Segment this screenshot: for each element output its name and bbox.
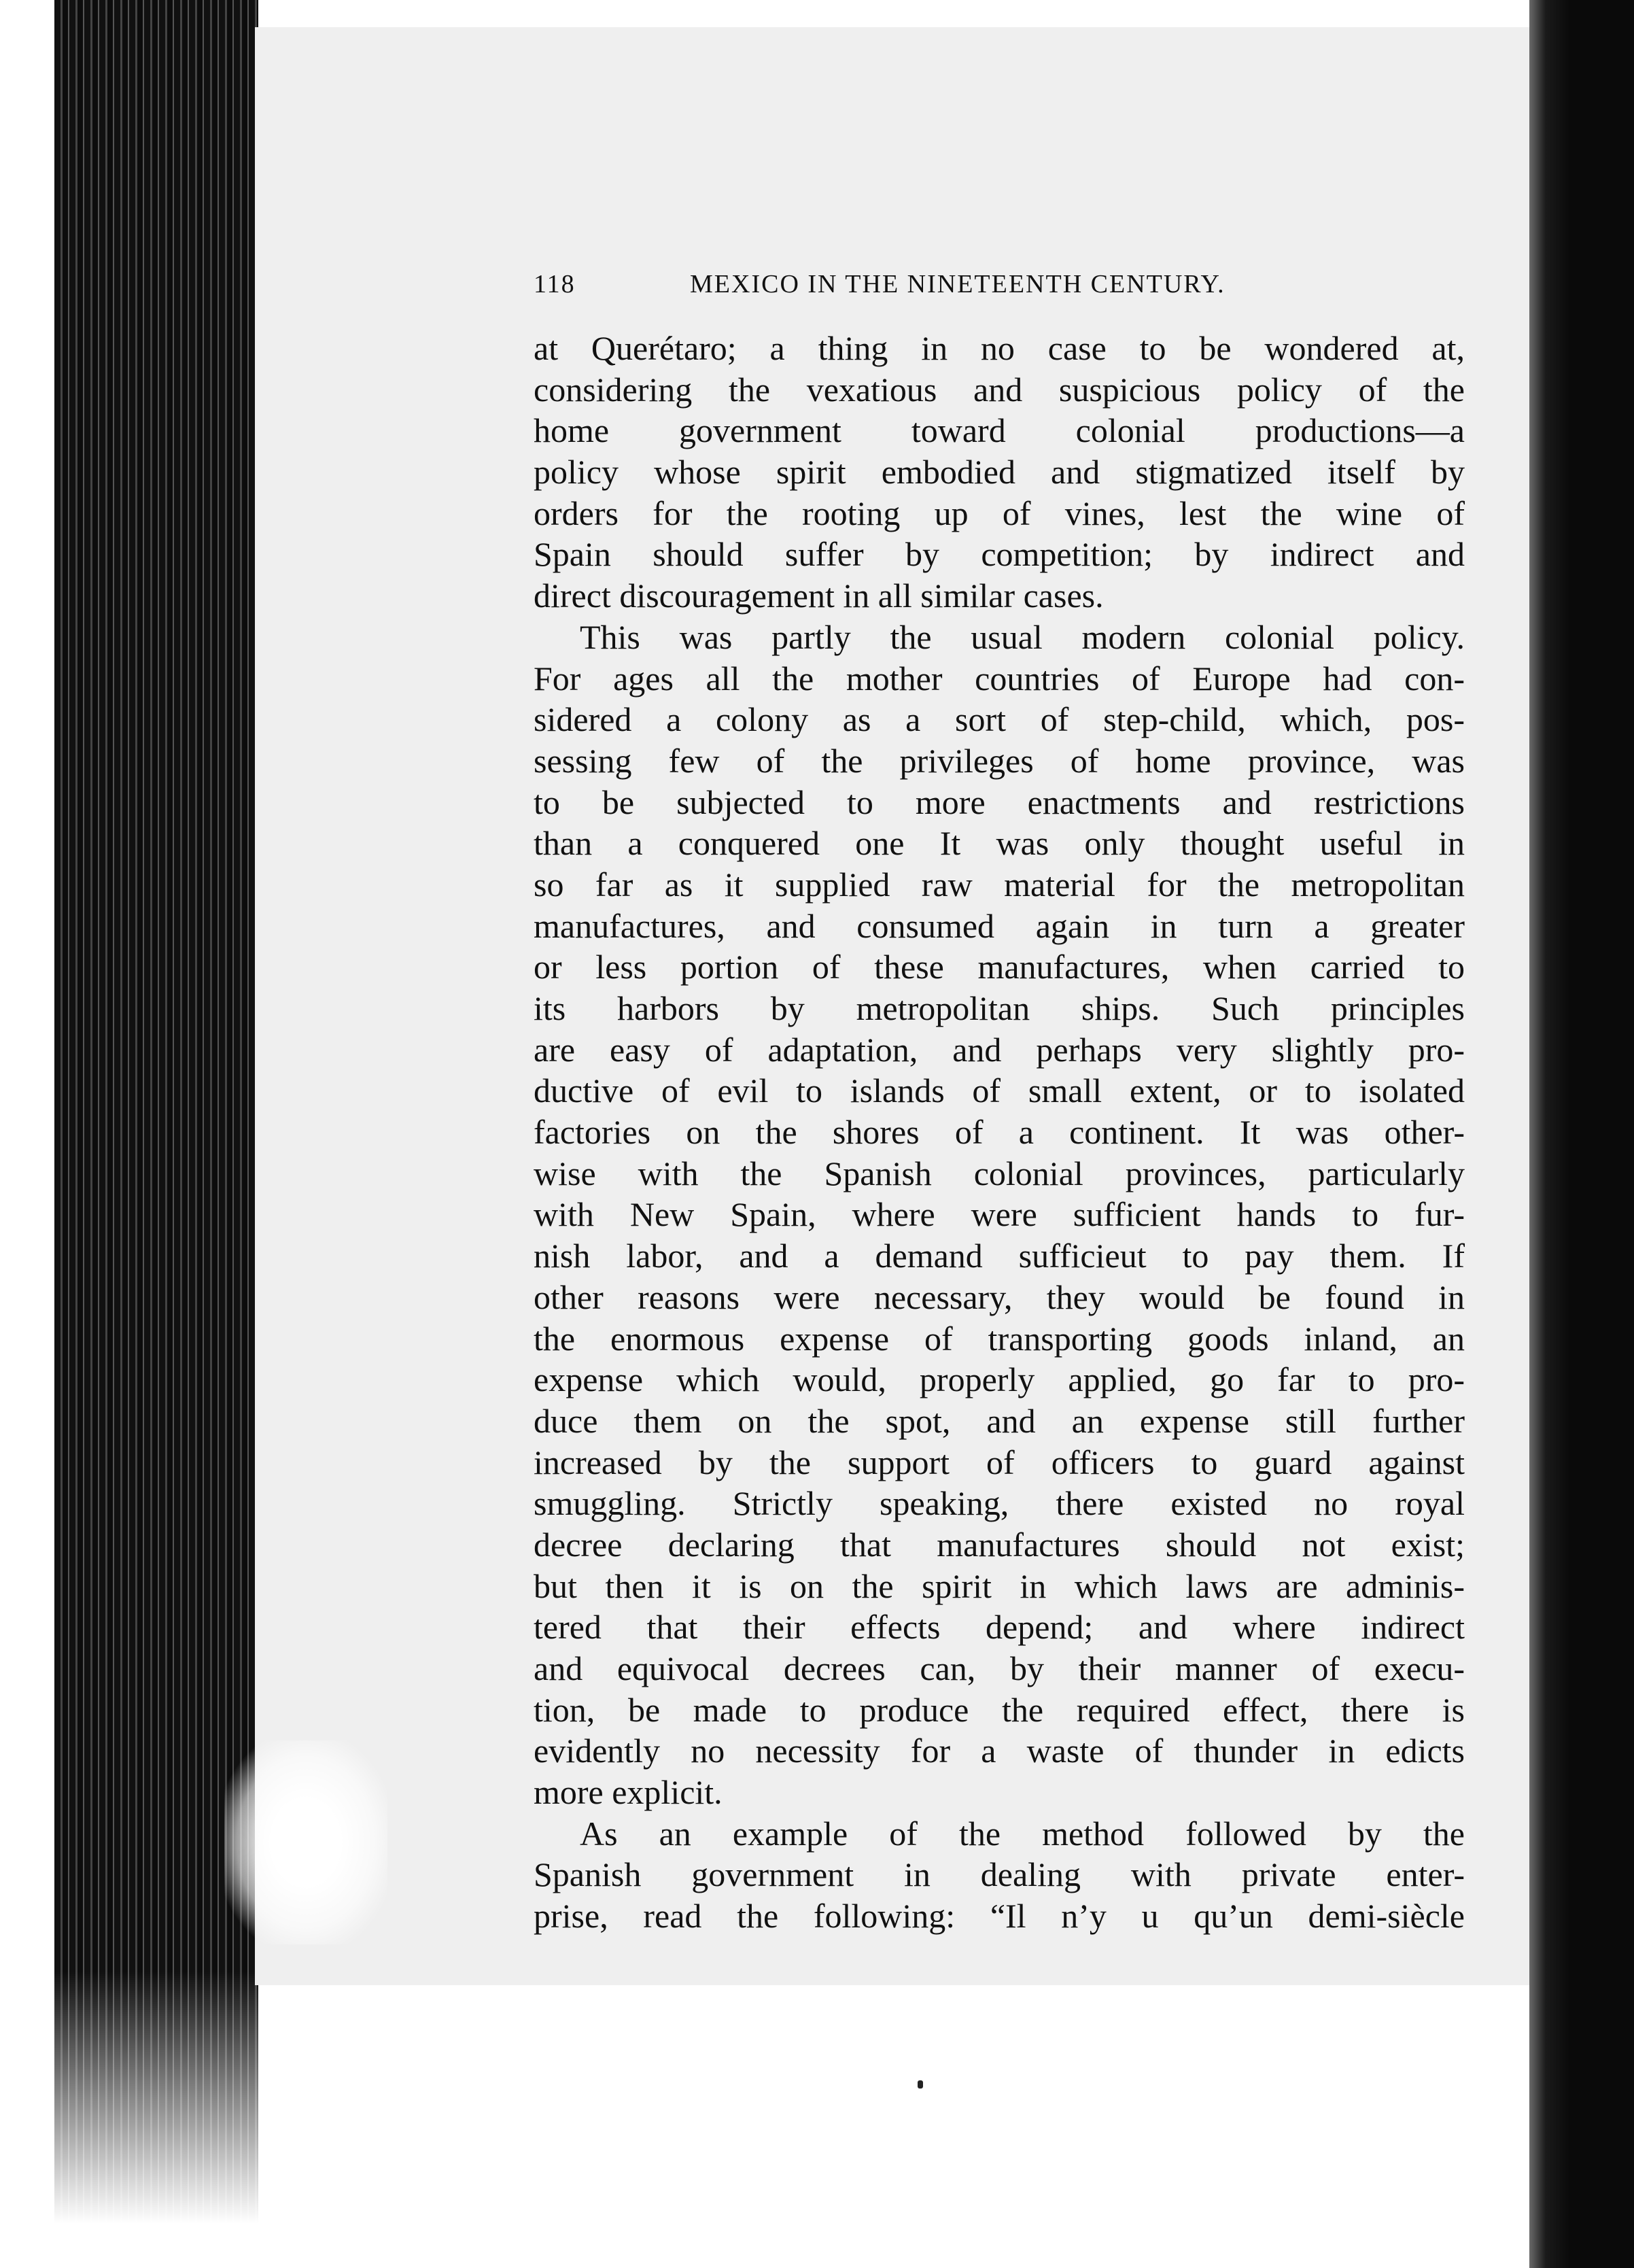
gutter-shadow (1529, 0, 1570, 2268)
text-line: prise, read the following: “Il n’y u qu’un demi-siècle (534, 1897, 1465, 1936)
text-line: tion, be made to produce the required effect, there is (534, 1690, 1465, 1729)
text-line: evidently no necessity for a waste of thunder in edicts (534, 1732, 1465, 1770)
text-line: sessing few of the privileges of home province, was (534, 741, 1465, 780)
text-line: expense which would, properly applied, go far to pro- (534, 1360, 1465, 1399)
text-line: For ages all the mother countries of Europe had con- (534, 659, 1465, 698)
text-line: As an example of the method followed by the (580, 1814, 1465, 1853)
text-line: at Querétaro; a thing in no case to be wondered at, (534, 329, 1465, 367)
text-line: sidered a colony as a sort of step-child, which, pos- (534, 700, 1465, 739)
text-line: factories on the shores of a continent. It was other- (534, 1113, 1465, 1152)
text-line: home government toward colonial productions—a (534, 411, 1465, 450)
text-line: nish labor, and a demand sufficieut to pay them. If (534, 1237, 1465, 1275)
running-title: MEXICO IN THE NINETEENTH CENTURY. (690, 270, 1226, 298)
ink-speck (918, 2080, 923, 2089)
text-line: wise with the Spanish colonial provinces, particularly (534, 1154, 1465, 1192)
text-line: policy whose spirit embodied and stigmatized itself by (534, 453, 1465, 492)
text-line: duce them on the spot, and an expense still further (534, 1401, 1465, 1440)
text-line: tered that their effects depend; and where indirect (534, 1608, 1465, 1647)
text-line: decree declaring that manufactures should not exist; (534, 1525, 1465, 1564)
text-line: ductive of evil to islands of small extent, or to isolated (534, 1071, 1465, 1110)
text-line: and equivocal decrees can, by their manner of execu- (534, 1649, 1465, 1687)
page-number: 118 (534, 270, 576, 298)
text-line: are easy of adaptation, and perhaps very slightly pro- (534, 1030, 1465, 1069)
page-header (534, 269, 1329, 310)
text-line: orders for the rooting up of vines, lest the wine of (534, 494, 1465, 532)
text-line: direct discouragement in all similar cases. (534, 577, 1104, 615)
text-line: more explicit. (534, 1773, 723, 1812)
text-line: considering the vexatious and suspicious policy of the (534, 370, 1465, 409)
scan-margin-right-dark (1570, 0, 1634, 2268)
text-line: than a conquered one It was only thought useful in (534, 824, 1465, 863)
text-line: to be subjected to more enactments and restrictions (534, 783, 1465, 821)
text-line: its harbors by metropolitan ships. Such principles (534, 989, 1465, 1027)
text-line: increased by the support of officers to guard against (534, 1443, 1465, 1481)
book-edge-fade (54, 1972, 258, 2268)
text-line: smuggling. Strictly speaking, there existed no royal (534, 1484, 1465, 1523)
text-line: other reasons were necessary, they would be found in (534, 1277, 1465, 1316)
text-line: Spanish government in dealing with private enter- (534, 1855, 1465, 1894)
text-line: with New Spain, where were sufficient hands to fur- (534, 1195, 1465, 1234)
text-line: This was partly the usual modern colonial policy. (580, 617, 1465, 656)
text-line: but then it is on the spirit in which laws are adminis- (534, 1566, 1465, 1605)
text-line: the enormous expense of transporting goods inland, an (534, 1319, 1465, 1358)
page-stain (224, 1740, 387, 1944)
scan-margin-left (0, 0, 54, 2268)
text-line: manufactures, and consumed again in turn a greater (534, 906, 1465, 945)
text-line: or less portion of these manufactures, when carried to (534, 948, 1465, 986)
text-line: Spain should suffer by competition; by indirect and (534, 535, 1465, 574)
text-line: so far as it supplied raw material for the metropolitan (534, 865, 1465, 904)
body-text (534, 328, 1465, 1937)
